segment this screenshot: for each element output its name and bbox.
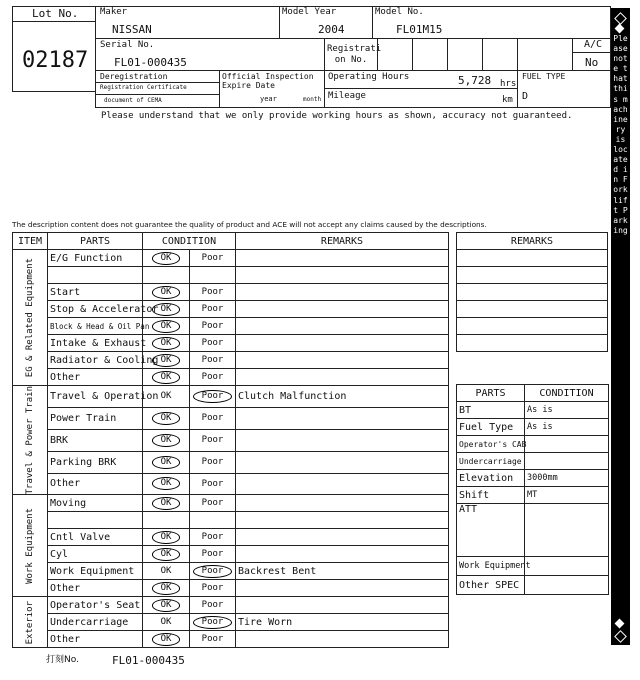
table-row: [13, 267, 449, 284]
right-part-name: Operator's CAB: [457, 436, 525, 453]
remark-cell: [236, 546, 449, 563]
poor-mark: Poor: [201, 549, 224, 560]
cema-label: document of CEMA: [104, 97, 162, 104]
poor-cell: [190, 495, 236, 512]
ok-mark: OK: [152, 497, 181, 510]
right-parts-row: [457, 402, 609, 419]
right-parts-row: [457, 436, 609, 453]
poor-cell: [190, 631, 236, 648]
right-remarks-table: [456, 232, 608, 352]
right-remarks-cell: [457, 284, 608, 301]
remark-cell: [236, 495, 449, 512]
poor-cell: [190, 352, 236, 369]
right-remarks-header-row: [457, 233, 608, 250]
model-year-value: 2004: [318, 23, 345, 36]
poor-mark: Poor: [201, 338, 224, 348]
poor-mark: Poor: [201, 287, 224, 297]
part-name: Undercarriage: [48, 614, 143, 631]
right-part-name: ATT: [457, 504, 525, 557]
remark-cell: [236, 512, 449, 529]
poor-mark: Poor: [201, 435, 224, 446]
ok-cell: [143, 451, 190, 473]
part-name: Other: [48, 580, 143, 597]
serial-value: FL01-000435: [114, 56, 187, 69]
ac-value: No: [585, 56, 599, 69]
right-part-condition: [525, 576, 609, 595]
poor-mark: Poor: [201, 355, 224, 365]
poor-mark: Poor: [193, 565, 233, 578]
poor-mark: Poor: [201, 532, 224, 543]
poor-cell: [190, 369, 236, 386]
right-remarks-cell: [457, 335, 608, 352]
part-name: Intake & Exhaust: [48, 335, 143, 352]
right-part-condition: MT: [525, 487, 609, 504]
group-cell: [13, 495, 48, 597]
remark-cell: Clutch Malfunction: [236, 386, 449, 408]
poor-cell: [190, 407, 236, 429]
ok-cell: [143, 250, 190, 267]
table-header-row: [13, 233, 449, 250]
poor-mark: Poor: [201, 413, 224, 424]
right-parts-row: [457, 453, 609, 470]
part-name: Travel & Operation: [48, 386, 143, 408]
right-part-condition: As is: [525, 402, 609, 419]
poor-mark: Poor: [193, 390, 233, 403]
ok-mark: OK: [152, 633, 181, 646]
poor-cell: [190, 250, 236, 267]
maker-label: Maker: [100, 7, 128, 17]
inspection-table: [12, 232, 449, 648]
table-row: [13, 529, 449, 546]
part-name: [48, 512, 143, 529]
part-name: BRK: [48, 429, 143, 451]
remark-cell: [236, 451, 449, 473]
poor-mark: Poor: [201, 253, 224, 263]
poor-mark: Poor: [201, 634, 224, 645]
remark-cell: [236, 407, 449, 429]
item-header: ITEM: [13, 233, 48, 250]
poor-mark: Poor: [201, 321, 224, 331]
part-name: Block & Head & Oil Pan: [48, 318, 143, 335]
right-part-name: Other SPEC: [457, 576, 525, 595]
ok-cell: [143, 631, 190, 648]
remarks-header: REMARKS: [236, 233, 449, 250]
ok-cell: [143, 473, 190, 495]
ok-cell: [143, 614, 190, 631]
right-parts-row: [457, 576, 609, 595]
table-row: [13, 301, 449, 318]
part-name: Parking BRK: [48, 451, 143, 473]
registration-box-2: [412, 38, 448, 71]
fuel-type-value: D: [522, 91, 529, 102]
condition-header: CONDITION: [143, 233, 236, 250]
km-unit: km: [502, 95, 513, 105]
remark-cell: [236, 597, 449, 614]
poor-cell: [190, 335, 236, 352]
lot-number: 02187: [22, 48, 89, 73]
table-row: [13, 597, 449, 614]
ok-cell: [143, 580, 190, 597]
ok-cell: [143, 335, 190, 352]
poor-mark: Poor: [201, 600, 224, 611]
right-remarks-row: [457, 301, 608, 318]
poor-mark: Poor: [201, 304, 224, 314]
poor-cell: [190, 546, 236, 563]
poor-cell: [190, 580, 236, 597]
right-remarks-header: REMARKS: [457, 233, 608, 250]
right-remarks-row: [457, 335, 608, 352]
remark-cell: [236, 318, 449, 335]
ok-mark: OK: [152, 371, 181, 384]
table-row: [13, 250, 449, 267]
maker-value: NISSAN: [112, 23, 152, 36]
right-parts-header: PARTS: [457, 385, 525, 402]
part-name: Other: [48, 473, 143, 495]
remark-cell: [236, 369, 449, 386]
table-row: [13, 386, 449, 408]
ok-mark: OK: [160, 391, 172, 402]
part-name: Moving: [48, 495, 143, 512]
ok-cell: [143, 369, 190, 386]
ok-cell: [143, 407, 190, 429]
deregistration-label: Deregistration: [100, 72, 168, 81]
remark-cell: [236, 631, 449, 648]
registration-label: Registrati on No.: [327, 44, 382, 65]
poor-mark: Poor: [201, 498, 224, 509]
remark-cell: [236, 335, 449, 352]
ok-mark: OK: [152, 456, 181, 469]
operating-hours-value: 5,728: [458, 74, 492, 87]
poor-cell: [190, 529, 236, 546]
poor-mark: Poor: [201, 457, 224, 468]
registration-box-1: [377, 38, 413, 71]
ok-cell: [143, 563, 190, 580]
right-part-name: Fuel Type: [457, 419, 525, 436]
right-condition-header: CONDITION: [525, 385, 609, 402]
inspection-label: Official Inspection Expire Date: [222, 72, 314, 90]
poor-cell: [190, 429, 236, 451]
right-remarks-cell: [457, 267, 608, 284]
part-name: Cntl Valve: [48, 529, 143, 546]
registration-certificate-label: Registration Certificate: [100, 84, 187, 91]
remark-cell: [236, 529, 449, 546]
group-label: EG & Related Equipment: [25, 257, 35, 378]
remark-cell: Tire Worn: [236, 614, 449, 631]
group-label: Exterior: [25, 600, 35, 645]
right-part-condition: [525, 453, 609, 470]
right-remarks-cell: [457, 301, 608, 318]
table-row: [13, 369, 449, 386]
poor-cell: [190, 563, 236, 580]
ac-label: A/C: [584, 39, 603, 50]
ok-cell: [143, 267, 190, 284]
poor-cell: [190, 614, 236, 631]
right-remarks-row: [457, 318, 608, 335]
remark-cell: [236, 301, 449, 318]
table-row: [13, 335, 449, 352]
serial-label: Serial No.: [100, 40, 155, 50]
hours-notice: Please understand that we only provide working hours as shown, accuracy not guaranteed.: [101, 111, 573, 121]
ok-mark: OK: [160, 566, 172, 577]
ok-mark: OK: [152, 531, 181, 544]
table-row: [13, 580, 449, 597]
ok-cell: [143, 429, 190, 451]
diamond-icon: [614, 630, 627, 643]
poor-cell: [190, 597, 236, 614]
diamond-icon: [614, 12, 627, 25]
table-row: [13, 512, 449, 529]
registration-box-3: [447, 38, 483, 71]
ok-cell: [143, 495, 190, 512]
ok-mark: OK: [152, 286, 181, 299]
part-name: E/G Function: [48, 250, 143, 267]
right-part-condition: 3000mm: [525, 470, 609, 487]
right-part-condition: [525, 436, 609, 453]
part-name: Other: [48, 631, 143, 648]
right-part-condition: [525, 557, 609, 576]
remark-cell: [236, 284, 449, 301]
right-remarks-cell: [457, 318, 608, 335]
ok-mark: OK: [152, 337, 181, 350]
poor-mark: Poor: [201, 583, 224, 594]
right-parts-row: [457, 419, 609, 436]
lot-label: Lot No.: [32, 7, 79, 20]
location-sidebar: [611, 8, 630, 645]
right-remarks-row: [457, 267, 608, 284]
group-cell: [13, 250, 48, 386]
table-row: [13, 352, 449, 369]
poor-cell: [190, 318, 236, 335]
right-part-name: Undercarriage: [457, 453, 525, 470]
mileage-label: Mileage: [328, 91, 366, 101]
ok-mark: OK: [152, 354, 181, 367]
ok-cell: [143, 284, 190, 301]
part-name: Work Equipment: [48, 563, 143, 580]
ok-mark: OK: [152, 548, 181, 561]
group-label: Work Equipment: [25, 507, 35, 584]
poor-cell: [190, 451, 236, 473]
ok-cell: [143, 529, 190, 546]
operating-hours-label: Operating Hours: [328, 72, 410, 82]
remark-cell: [236, 429, 449, 451]
year-label: year: [260, 95, 277, 103]
ok-cell: [143, 512, 190, 529]
right-parts-table: [456, 384, 609, 595]
group-cell: [13, 386, 48, 495]
group-label: Travel & Power Train: [25, 386, 35, 495]
right-parts-header-row: [457, 385, 609, 402]
right-remarks-row: [457, 250, 608, 267]
part-name: Stop & Accelerator: [48, 301, 143, 318]
table-row: [13, 473, 449, 495]
poor-cell: [190, 301, 236, 318]
model-year-label: Model Year: [282, 7, 337, 17]
ok-mark: OK: [152, 599, 181, 612]
right-part-condition: As is: [525, 419, 609, 436]
fuel-type-label: FUEL TYPE: [522, 72, 566, 81]
right-parts-row: [457, 504, 609, 557]
group-cell: [13, 597, 48, 648]
ok-mark: OK: [152, 582, 181, 595]
right-remarks-row: [457, 284, 608, 301]
ok-mark: OK: [152, 303, 181, 316]
ok-mark: OK: [152, 320, 181, 333]
poor-cell: [190, 512, 236, 529]
ok-mark: OK: [152, 434, 181, 447]
table-row: [13, 451, 449, 473]
model-no-value: FL01M15: [396, 23, 443, 36]
registration-box-5: [517, 38, 573, 71]
ok-cell: [143, 318, 190, 335]
right-parts-row: [457, 557, 609, 576]
model-no-label: Model No.: [375, 7, 424, 17]
table-row: [13, 546, 449, 563]
table-row: [13, 429, 449, 451]
stamp-value: FL01-000435: [112, 654, 185, 667]
ok-cell: [143, 597, 190, 614]
remark-cell: [236, 473, 449, 495]
poor-cell: [190, 267, 236, 284]
right-parts-row: [457, 487, 609, 504]
stamp-label: 打刻No.: [46, 655, 79, 665]
table-row: [13, 495, 449, 512]
part-name: Other: [48, 369, 143, 386]
description-notice: The description content does not guarantee the quality of product and ACE will not accept any claims caused by the descriptions.: [12, 220, 487, 229]
part-name: Power Train: [48, 407, 143, 429]
table-row: [13, 631, 449, 648]
right-remarks-cell: [457, 250, 608, 267]
month-label: month: [303, 96, 322, 103]
table-row: [13, 563, 449, 580]
part-name: Cyl: [48, 546, 143, 563]
part-name: Radiator & Cooling: [48, 352, 143, 369]
poor-cell: [190, 473, 236, 495]
right-part-condition: [525, 504, 609, 557]
table-row: [13, 318, 449, 335]
remark-cell: [236, 352, 449, 369]
ok-cell: [143, 546, 190, 563]
right-parts-row: [457, 470, 609, 487]
ok-mark: OK: [152, 252, 181, 265]
table-row: [13, 284, 449, 301]
ok-mark: OK: [152, 412, 181, 425]
poor-mark: Poor: [201, 478, 224, 489]
ok-mark: OK: [152, 477, 181, 490]
hrs-unit: hrs: [500, 79, 517, 89]
poor-mark: Poor: [193, 616, 233, 629]
remark-cell: [236, 267, 449, 284]
registration-box-4: [482, 38, 518, 71]
remark-cell: Backrest Bent: [236, 563, 449, 580]
right-part-name: Shift: [457, 487, 525, 504]
poor-cell: [190, 386, 236, 408]
part-name: Start: [48, 284, 143, 301]
remark-cell: [236, 250, 449, 267]
table-row: [13, 407, 449, 429]
location-note: Please note that this machinery is located in Forklift Parking: [613, 34, 628, 235]
parts-header: PARTS: [48, 233, 143, 250]
diamond-icon: [615, 24, 625, 34]
right-part-name: Work Equipment: [457, 557, 525, 576]
poor-mark: Poor: [201, 372, 224, 382]
poor-cell: [190, 284, 236, 301]
right-part-name: Elevation: [457, 470, 525, 487]
part-name: Operator's Seat: [48, 597, 143, 614]
remark-cell: [236, 580, 449, 597]
table-row: [13, 614, 449, 631]
right-part-name: BT: [457, 402, 525, 419]
part-name: [48, 267, 143, 284]
diamond-icon: [615, 619, 625, 629]
ok-mark: OK: [160, 617, 172, 628]
